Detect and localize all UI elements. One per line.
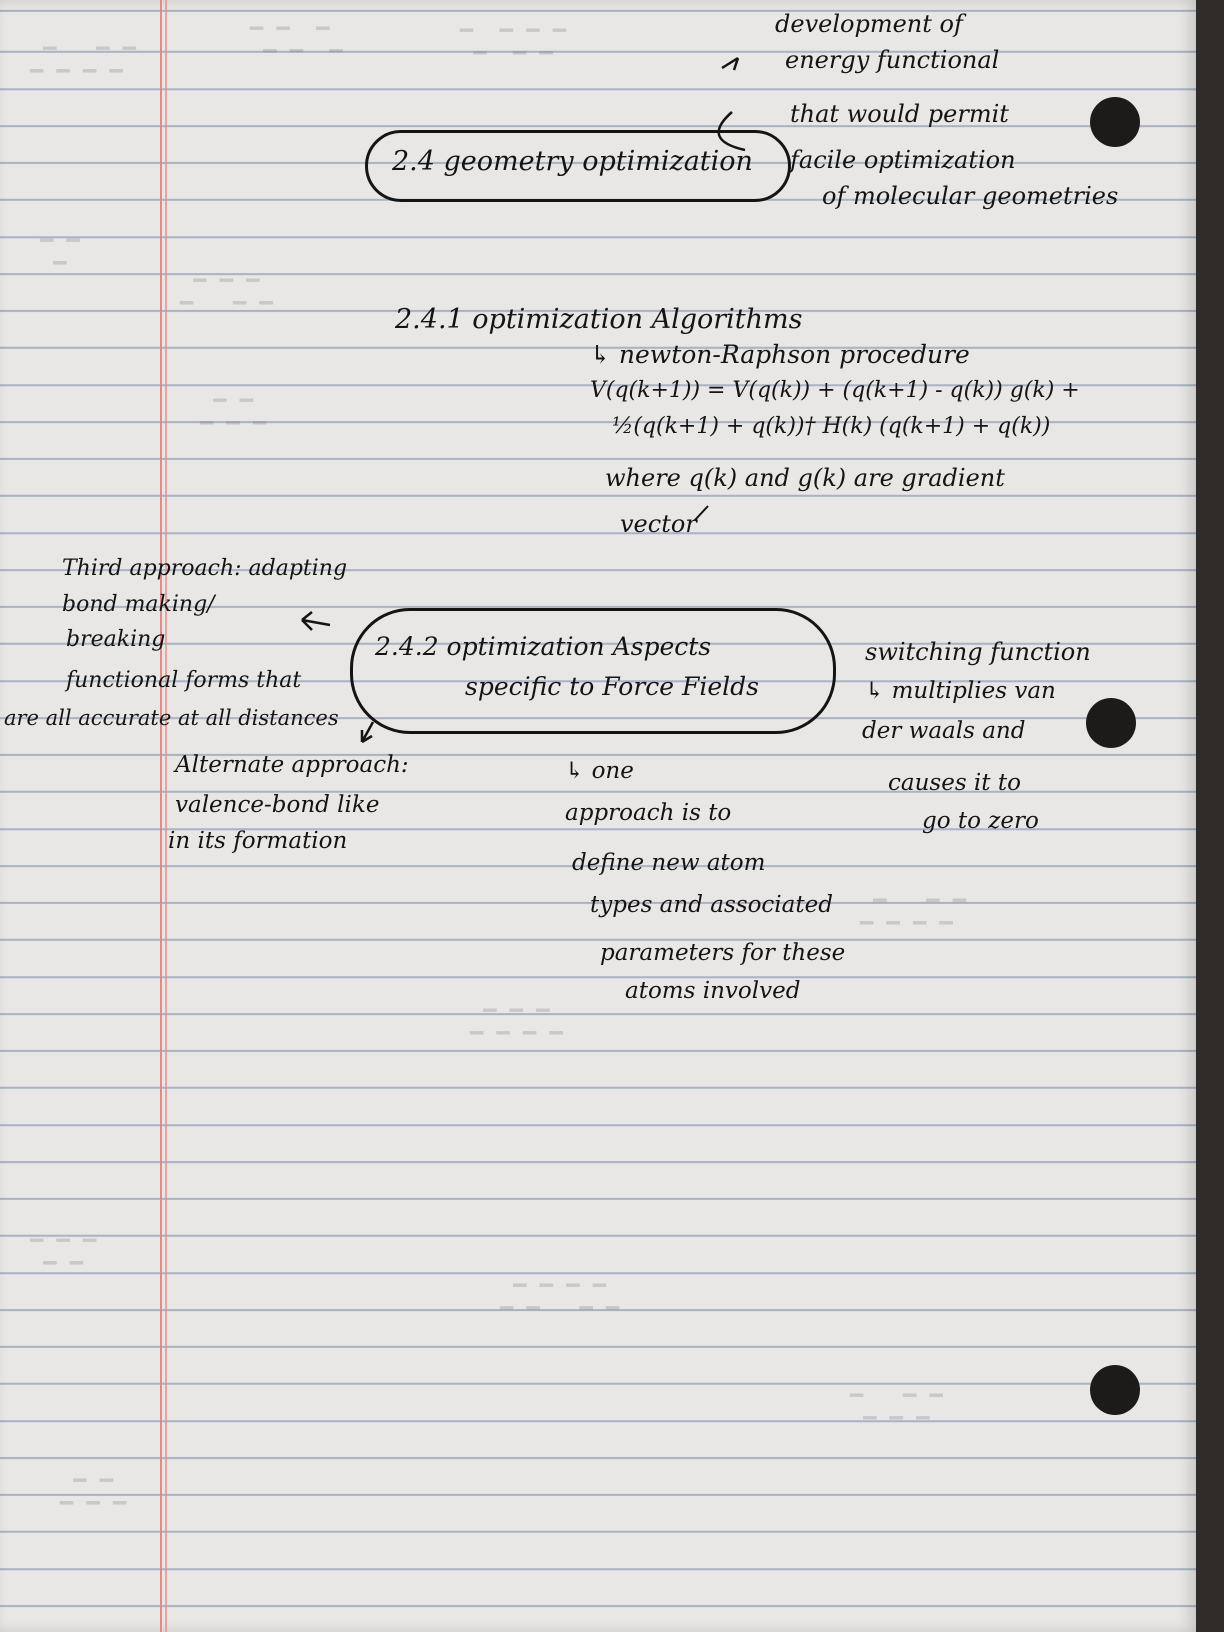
section-note-line: of molecular geometries: [822, 182, 1119, 210]
one-approach-line: types and associated: [590, 892, 833, 918]
alternate-approach-line: Alternate approach:: [175, 752, 409, 778]
equation-line: V(q(k+1)) = V(q(k)) + (q(k+1) - q(k)) g(k) +: [590, 378, 1080, 403]
section-title: 2.4 geometry optimization: [392, 146, 753, 177]
bleed-through-mark: ▔▁▔: [40, 240, 80, 265]
bleed-through-mark: ▔▁▔▁ ▁▔▁: [860, 900, 966, 925]
section-note-line: facile optimization: [790, 146, 1016, 174]
third-approach-line: are all accurate at all distances: [4, 706, 339, 730]
bleed-through-mark: ▔▁▔▁ ▁▔▁: [30, 48, 136, 73]
bleed-through-mark: ▔▁▔▁▔ ▁▔: [460, 30, 566, 55]
bleed-through-mark: ▁▔▁▔ ▔▁▔▁: [500, 1285, 620, 1310]
section-note-line: that would permit: [790, 100, 1009, 128]
section-note-line: energy functional: [785, 46, 1000, 74]
vector-line: vector: [620, 510, 697, 538]
one-approach-line: atoms involved: [625, 978, 801, 1004]
bleed-through-mark: ▔▁▔▁▔: [30, 1240, 97, 1265]
third-approach-line: Third approach: adapting: [62, 556, 348, 581]
one-approach-line: define new atom: [572, 850, 766, 876]
switching-function-line: ↳ multiplies van: [865, 678, 1056, 704]
newton-raphson-label: ↳ newton-Raphson procedure: [590, 340, 970, 369]
bleed-through-mark: ▁▔▁▔▁: [200, 400, 267, 425]
aspects-title-line: 2.4.2 optimization Aspects: [375, 632, 712, 661]
switching-function-line: switching function: [865, 638, 1091, 666]
where-line: where q(k) and g(k) are gradient: [605, 464, 1005, 492]
algorithms-heading: 2.4.1 optimization Algorithms: [395, 304, 803, 335]
one-approach-line: parameters for these: [600, 940, 846, 966]
bleed-through-mark: ▁▔▁▔▁: [60, 1480, 127, 1505]
switching-function-line: causes it to: [888, 770, 1021, 796]
third-approach-line: breaking: [66, 627, 166, 652]
bleed-through-mark: ▁▔▁▔ ▔▁: [180, 280, 273, 305]
switching-function-line: go to zero: [922, 808, 1039, 834]
equation-line: ½(q(k+1) + q(k))† H(k) (q(k+1) + q(k)): [612, 414, 1051, 439]
one-approach-line: ↳ one: [565, 758, 634, 784]
alternate-approach-line: valence-bond like: [175, 792, 380, 818]
aspects-title-line: specific to Force Fields: [465, 672, 759, 701]
bleed-through-mark: ▔▁▔▁ ▁▔: [850, 1395, 943, 1420]
bleed-through-mark: ▁▔▁▔▁▔▁: [470, 1010, 563, 1035]
third-approach-line: bond making/: [62, 592, 215, 617]
one-approach-line: approach is to: [565, 800, 732, 826]
switching-function-line: der waals and: [862, 718, 1026, 744]
bleed-through-mark: ▁▔ ▁▔▁▔: [250, 28, 343, 53]
third-approach-line: functional forms that: [66, 668, 302, 693]
alternate-approach-line: in its formation: [168, 828, 348, 854]
section-note-line: development of: [775, 10, 963, 38]
